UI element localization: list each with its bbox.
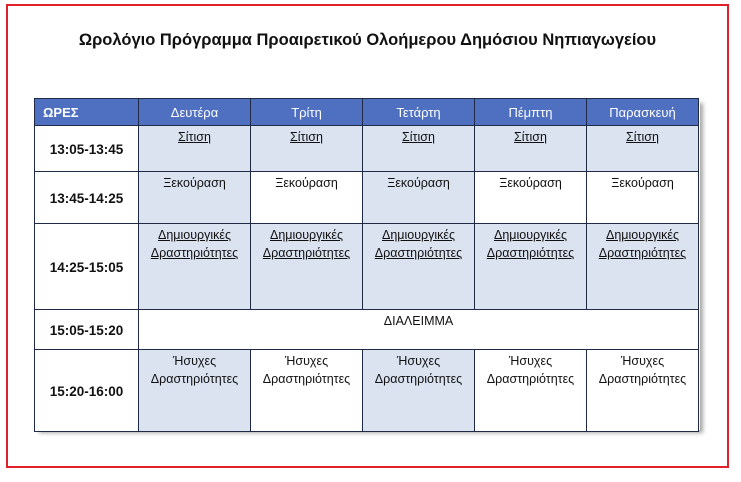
schedule-cell bbox=[363, 126, 475, 172]
header-tuesday: Τρίτη bbox=[251, 99, 363, 126]
cell-line: Δραστηριότητες bbox=[374, 246, 463, 260]
cell-line: Δραστηριότητες bbox=[150, 246, 239, 260]
time-cell: 13:45-14:25 bbox=[35, 172, 139, 224]
schedule-cell bbox=[475, 350, 587, 432]
time-cell: 13:05-13:45 bbox=[35, 126, 139, 172]
time-cell: 14:25-15:05 bbox=[35, 224, 139, 310]
cell-line: Δημιουργικές bbox=[269, 228, 344, 242]
table-row bbox=[35, 310, 699, 350]
schedule-cell bbox=[587, 224, 699, 310]
header-wednesday: Τετάρτη bbox=[363, 99, 475, 126]
cell-line: Ήσυχες bbox=[620, 354, 665, 368]
header-row bbox=[35, 99, 699, 126]
cell-line: Δραστηριότητες bbox=[598, 246, 687, 260]
time-cell: 15:05-15:20 bbox=[35, 310, 139, 350]
schedule-cell bbox=[139, 126, 251, 172]
schedule-cell: Ξεκούραση bbox=[251, 172, 363, 224]
cell-line: Δημιουργικές bbox=[157, 228, 232, 242]
time-cell: 15:20-16:00 bbox=[35, 350, 139, 432]
schedule-cell bbox=[475, 224, 587, 310]
break-cell: ΔΙΑΛΕΙΜΜΑ bbox=[139, 310, 699, 350]
table-row bbox=[35, 126, 699, 172]
header-friday: Παρασκευή bbox=[587, 99, 699, 126]
header-hours: ΩΡΕΣ bbox=[35, 99, 139, 126]
cell-line: Δημιουργικές bbox=[381, 228, 456, 242]
cell-line: Δημιουργικές bbox=[605, 228, 680, 242]
schedule-cell: Ξεκούραση bbox=[475, 172, 587, 224]
schedule-cell: Ξεκούραση bbox=[363, 172, 475, 224]
cell-text: Σίτιση bbox=[402, 130, 435, 144]
table-row bbox=[35, 350, 699, 432]
cell-line: Ήσυχες bbox=[396, 354, 441, 368]
page-title: Ωρολόγιο Πρόγραμμα Προαιρετικού Ολοήμερου Δημόσιου Νηπιαγωγείου bbox=[78, 31, 657, 49]
cell-line: Ήσυχες bbox=[284, 354, 329, 368]
cell-line: Δραστηριότητες bbox=[486, 372, 575, 386]
cell-text: Σίτιση bbox=[626, 130, 659, 144]
schedule-cell bbox=[363, 224, 475, 310]
cell-text: Σίτιση bbox=[514, 130, 547, 144]
schedule-cell bbox=[251, 126, 363, 172]
header-monday: Δευτέρα bbox=[139, 99, 251, 126]
cell-line: Δραστηριότητες bbox=[262, 246, 351, 260]
schedule-cell: Ξεκούραση bbox=[587, 172, 699, 224]
cell-line: Δραστηριότητες bbox=[262, 372, 351, 386]
schedule-cell bbox=[251, 224, 363, 310]
cell-line: Δραστηριότητες bbox=[486, 246, 575, 260]
cell-text: Σίτιση bbox=[290, 130, 323, 144]
schedule-cell bbox=[139, 224, 251, 310]
cell-line: Ήσυχες bbox=[508, 354, 553, 368]
schedule-cell bbox=[251, 350, 363, 432]
cell-line: Δημιουργικές bbox=[493, 228, 568, 242]
table-row bbox=[35, 172, 699, 224]
header-thursday: Πέμπτη bbox=[475, 99, 587, 126]
cell-line: Ήσυχες bbox=[172, 354, 217, 368]
schedule-table bbox=[34, 98, 699, 432]
table-row bbox=[35, 224, 699, 310]
cell-text: Σίτιση bbox=[178, 130, 211, 144]
cell-line: Δραστηριότητες bbox=[598, 372, 687, 386]
cell-line: Δραστηριότητες bbox=[150, 372, 239, 386]
schedule-cell: Ξεκούραση bbox=[139, 172, 251, 224]
schedule-cell bbox=[587, 126, 699, 172]
schedule-cell bbox=[363, 350, 475, 432]
schedule-cell bbox=[587, 350, 699, 432]
schedule-cell bbox=[475, 126, 587, 172]
cell-line: Δραστηριότητες bbox=[374, 372, 463, 386]
schedule-cell bbox=[139, 350, 251, 432]
